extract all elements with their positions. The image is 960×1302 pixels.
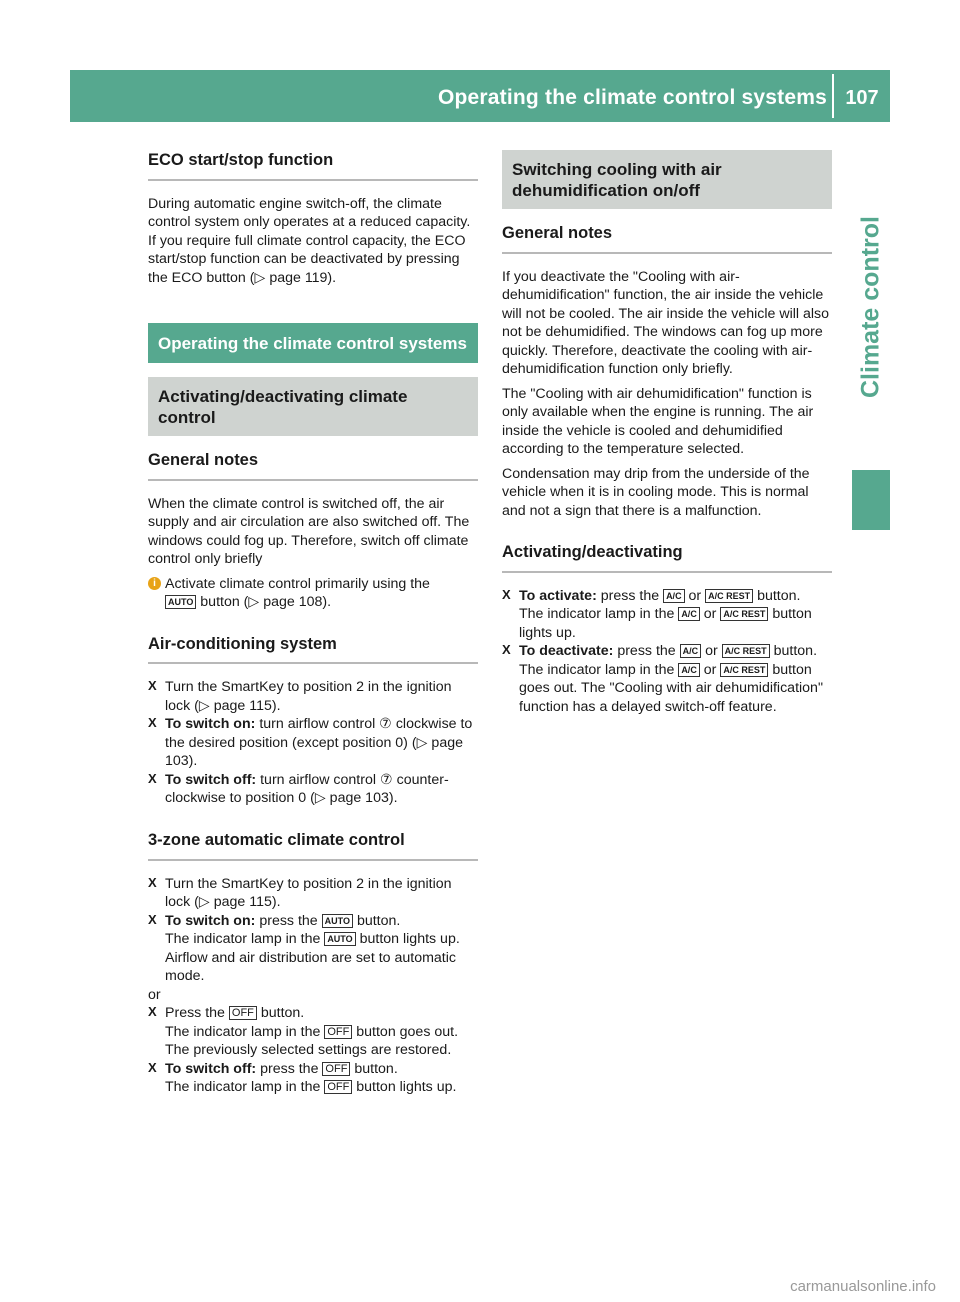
- cooling-paragraph-1: If you deactivate the "Cooling with air-dehumidification" function, the air inside the vehicle will not be cooled. The air inside the vehicle will also not be dehumidified. The windows can fog up more quickly. Therefore, deactivate the cooling with air-dehumidification function only briefly.: [502, 268, 830, 378]
- ac-step-2: X To switch on: turn airflow control ⑦ clockwise to the desired position (except position 0) (▷ page 103).: [148, 715, 473, 770]
- ac-rest-button-symbol: A/C REST: [722, 644, 770, 658]
- deactivate-step: X To deactivate: press the A/C or A/C REST button. The indicator lamp in the A/C or A/C REST button goes out. The "Cooling with air dehumidification" function has a delayed switch-off feature.: [502, 642, 823, 715]
- step-arrow-icon: X: [148, 874, 157, 890]
- step-arrow-icon: X: [148, 678, 157, 694]
- step-arrow-icon: X: [148, 770, 157, 786]
- ac-step-3: X To switch off: turn airflow control ⑦ counter-clockwise to position 0 (▷ page 103).: [148, 770, 449, 807]
- auto-button-symbol: AUTO: [322, 914, 353, 928]
- info-text-a: Activate climate control primarily using the: [165, 575, 430, 592]
- activating-section-band: Activating/deactivating climate control: [148, 377, 478, 436]
- info-note: [148, 575, 478, 612]
- step-arrow-icon: X: [148, 715, 157, 731]
- left-column: [148, 150, 478, 1097]
- info-icon: i: [148, 577, 161, 590]
- eco-paragraph: During automatic engine switch-off, the climate control system only operates at a reduced capacity. If you require full climate control capacity, the ECO start/stop function can be deactivated by pressing the ECO button (▷ page 119).: [148, 195, 471, 286]
- eco-heading: ECO start/stop function: [148, 150, 478, 181]
- step-arrow-icon: X: [148, 911, 157, 927]
- off-button-symbol: OFF: [324, 1025, 352, 1039]
- zone-step-2: X To switch on: press the AUTO button. The indicator lamp in the AUTO button lights up. Airflow and air distribution are set to automatic mode.: [148, 911, 460, 984]
- ac-button-symbol: A/C: [680, 644, 702, 658]
- right-column: [502, 150, 832, 716]
- zone-heading: 3-zone automatic climate control: [148, 830, 478, 861]
- page-number: 107: [845, 87, 879, 109]
- page-header-title: Operating the climate control systems: [437, 86, 827, 109]
- ac-rest-button-symbol: A/C REST: [705, 589, 753, 603]
- ac-rest-button-symbol: A/C REST: [720, 663, 768, 677]
- ac-button-symbol: A/C: [678, 607, 700, 621]
- side-section-label: [851, 122, 891, 492]
- cooling-paragraph-2: The "Cooling with air dehumidification" function is only available when the engine is running. The air inside the vehicle is cooled and dehumidified according to the temperature selected.: [502, 385, 814, 458]
- step-arrow-icon: X: [502, 642, 511, 658]
- zone-step-3: X Press the OFF button. The indicator lamp in the OFF button goes out. The previously selected settings are restored.: [148, 1004, 459, 1058]
- step-arrow-icon: X: [148, 1059, 157, 1075]
- zone-step-1: X Turn the SmartKey to position 2 in the ignition lock (▷ page 115).: [148, 874, 452, 910]
- general-notes-heading: General notes: [148, 450, 478, 481]
- auto-button-symbol: AUTO: [324, 932, 355, 946]
- cooling-paragraph-3: Condensation may drip from the underside of the vehicle when it is in cooling mode. This is normal and not a sign that there is a malfunction.: [502, 465, 810, 519]
- info-text-b: button (▷ page 108).: [200, 594, 332, 611]
- off-button-symbol: OFF: [322, 1062, 350, 1076]
- ac-rest-button-symbol: A/C REST: [720, 607, 768, 621]
- step-arrow-icon: X: [502, 586, 511, 602]
- off-button-symbol: OFF: [324, 1080, 352, 1094]
- zone-step-4: X To switch off: press the OFF button. The indicator lamp in the OFF button lights up.: [148, 1059, 457, 1095]
- or-label: or: [148, 986, 161, 1003]
- general-notes-heading-right: General notes: [502, 223, 832, 254]
- side-thumb-tab: [852, 470, 890, 530]
- ac-button-symbol: A/C: [663, 589, 685, 603]
- ac-button-symbol: A/C: [678, 663, 700, 677]
- off-button-symbol: OFF: [229, 1006, 257, 1020]
- ac-step-1: X Turn the SmartKey to position 2 in the ignition lock (▷ page 115).: [148, 678, 452, 714]
- step-arrow-icon: X: [148, 1004, 157, 1019]
- cooling-section-band: Switching cooling with air dehumidification on/off: [502, 150, 832, 209]
- general-notes-paragraph: When the climate control is switched off, the air supply and air circulation are also switched off. The windows could fog up. Therefore, switch off climate control only briefly: [148, 495, 470, 568]
- activating-deactivating-heading: Activating/deactivating: [502, 542, 832, 573]
- auto-button-symbol: AUTO: [165, 595, 196, 609]
- watermark-link[interactable]: carmanualsonline.info: [790, 1278, 936, 1295]
- activate-step: X To activate: press the A/C or A/C REST button. The indicator lamp in the A/C or A/C REST button lights up.: [502, 586, 812, 641]
- operating-section-band: Operating the climate control systems: [148, 323, 478, 363]
- ac-system-heading: Air-conditioning system: [148, 634, 478, 665]
- side-section-label-text: Climate control: [856, 216, 885, 398]
